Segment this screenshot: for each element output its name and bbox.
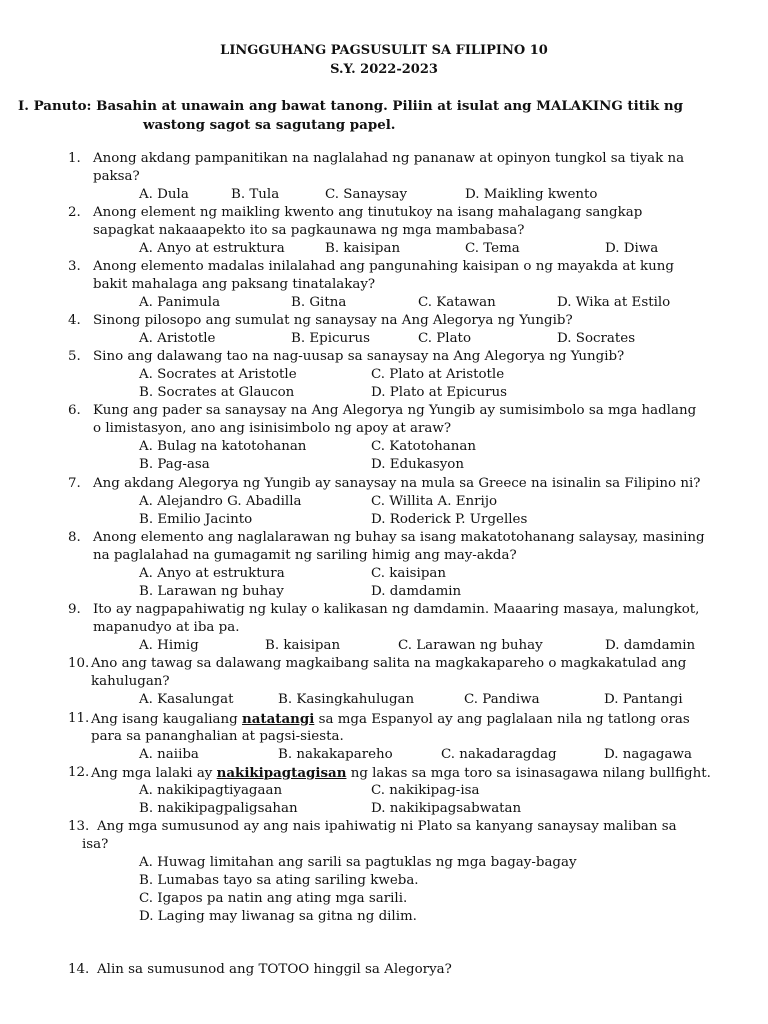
option-b: B. Epicurus: [291, 331, 371, 346]
option-d: D. Edukasyon: [371, 457, 464, 472]
question-number: 2.: [68, 205, 81, 220]
option-c: C. kaisipan: [371, 566, 446, 581]
option-a: A. Huwag limitahan ang sarili sa pagtuklas ng mga bagay-bagay: [139, 855, 577, 870]
question-text: Sinong pilosopo ang sumulat ng sanaysay na Ang Alegorya ng Yungib?: [93, 313, 573, 328]
option-d: D. Maikling kwento: [465, 187, 598, 202]
option-a: A. Himig: [139, 638, 199, 653]
option-a: A. Bulag na katotohanan: [139, 439, 307, 454]
instructions-line-2: wastong sagot sa sagutang papel.: [143, 117, 396, 133]
option-a: A. naiiba: [139, 747, 199, 762]
question-text: Anong elemento madalas inilalahad ang pangunahing kaisipan o ng mayakda at kung: [93, 259, 674, 274]
question-text: Anong element ng maikling kwento ang tinutukoy na isang mahalagang sangkap: [93, 205, 643, 220]
option-d: D. nagagawa: [604, 747, 692, 762]
option-c: C. Plato at Aristotle: [371, 367, 505, 382]
option-c: C. Katawan: [418, 295, 496, 310]
option-d: D. nakikipagsabwatan: [371, 801, 522, 816]
option-b: B. Tula: [231, 187, 280, 202]
option-d: D. Pantangi: [604, 692, 683, 707]
option-c: C. nakikipag-isa: [371, 783, 480, 798]
option-d: D. Diwa: [605, 241, 659, 256]
option-d: D. damdamin: [605, 638, 696, 653]
question-text: Ito ay nagpapahiwatig ng kulay o kalikasan ng damdamin. Maaaring masaya, malungkot,: [93, 602, 700, 617]
underlined-word: natatangi: [242, 711, 315, 727]
question-number: 5.: [68, 349, 81, 364]
question-text: mapanudyo at iba pa.: [93, 620, 240, 635]
question-number: 4.: [68, 313, 81, 328]
question-number: 9.: [68, 602, 81, 617]
option-a: A. Socrates at Aristotle: [139, 367, 297, 382]
exam-title: LINGGUHANG PAGSUSULIT SA FILIPINO 10: [220, 43, 548, 58]
underlined-word: nakikipagtagisan: [216, 765, 347, 781]
option-c: C. Sanaysay: [325, 187, 408, 202]
question-text: paksa?: [93, 169, 140, 184]
option-d: D. Laging may liwanag sa gitna ng dilim.: [139, 909, 417, 924]
question-number: 10.: [68, 656, 90, 671]
option-a: A. Panimula: [139, 295, 221, 310]
option-c: C. Katotohanan: [371, 439, 476, 454]
option-a: A. Kasalungat: [139, 692, 234, 707]
option-a: A. Aristotle: [139, 331, 216, 346]
question-text: kahulugan?: [91, 674, 170, 689]
option-c: C. Willita A. Enrijo: [371, 494, 498, 509]
option-d: D. Wika at Estilo: [557, 295, 671, 310]
option-b: B. nakikipagpaligsahan: [139, 801, 298, 816]
option-a: A. Anyo at estruktura: [139, 566, 285, 581]
question-number: 1.: [68, 151, 81, 166]
option-b: B. Pag-asa: [139, 457, 210, 472]
question-text: sapagkat nakaaapekto ito sa pagkaunawa ng mga mambabasa?: [93, 223, 525, 238]
question-text: Anong elemento ang naglalarawan ng buhay sa isang makatotohanang salaysay, masining: [93, 530, 705, 545]
question-text: Ano ang tawag sa dalawang magkaibang salita na magkakapareho o magkakatulad ang: [91, 656, 687, 671]
option-d: D. Roderick P. Urgelles: [371, 512, 528, 527]
option-a: A. Alejandro G. Abadilla: [139, 494, 302, 509]
question-text: isa?: [82, 837, 109, 852]
question-number: 3.: [68, 259, 81, 274]
option-c: C. Plato: [418, 331, 471, 346]
question-text: Sino ang dalawang tao na nag-uusap sa sanaysay na Ang Alegorya ng Yungib?: [93, 349, 625, 364]
option-b: B. Socrates at Glaucon: [139, 385, 295, 400]
option-b: B. Emilio Jacinto: [139, 512, 253, 527]
option-b: B. kaisipan: [325, 241, 401, 256]
question-text: na paglalahad na gumagamit ng sariling himig ang may-akda?: [93, 548, 517, 563]
question-text: Anong akdang pampanitikan na naglalahad ng pananaw at opinyon tungkol sa tiyak na: [93, 151, 685, 166]
question-text: bakit mahalaga ang paksang tinatalakay?: [93, 277, 376, 292]
option-c: C. Pandiwa: [464, 692, 540, 707]
instructions: [18, 97, 738, 135]
question-text: Alin sa sumusunod ang TOTOO hinggil sa Alegorya?: [97, 962, 452, 977]
school-year: S.Y. 2022-2023: [330, 62, 438, 77]
option-b: B. Gitna: [291, 295, 347, 310]
option-a: A. nakikipagtiyagaan: [139, 783, 283, 798]
option-b: B. Lumabas tayo sa ating sariling kweba.: [139, 873, 419, 888]
question-number: 12.: [68, 765, 90, 780]
option-c: C. Larawan ng buhay: [398, 638, 543, 653]
option-d: D. Plato at Epicurus: [371, 385, 508, 400]
question-text: Ang isang kaugaliang natatangi sa mga Espanyol ay ang paglalaan nila ng tatlong oras: [91, 711, 690, 727]
question-text: Ang mga lalaki ay nakikipagtagisan ng lakas sa mga toro sa isinasagawa nilang bullfight.: [91, 765, 711, 781]
question-number: 8.: [68, 530, 81, 545]
option-c: C. nakadaragdag: [441, 747, 557, 762]
question-number: 7.: [68, 476, 81, 491]
option-c: C. Igapos pa natin ang ating mga sarili.: [139, 891, 408, 906]
question-text: o limistasyon, ano ang isinisimbolo ng apoy at araw?: [93, 421, 452, 436]
option-c: C. Tema: [465, 241, 520, 256]
option-b: B. Larawan ng buhay: [139, 584, 284, 599]
question-number: 11.: [68, 711, 90, 726]
option-a: A. Anyo at estruktura: [139, 241, 285, 256]
question-number: 13.: [68, 819, 90, 834]
option-b: B. Kasingkahulugan: [278, 692, 415, 707]
option-b: B. nakakapareho: [278, 747, 393, 762]
option-d: D. damdamin: [371, 584, 462, 599]
question-text: Ang akdang Alegorya ng Yungib ay sanaysay na mula sa Greece na isinalin sa Filipino ni?: [93, 476, 701, 491]
instructions-line-1: I. Panuto: Basahin at unawain ang bawat tanong. Piliin at isulat ang MALAKING titik ng: [18, 98, 684, 114]
question-text: para sa pananghalian at pagsi-siesta.: [91, 729, 344, 744]
question-number: 14.: [68, 962, 90, 977]
question-number: 6.: [68, 403, 81, 418]
option-a: A. Dula: [139, 187, 189, 202]
option-b: B. kaisipan: [265, 638, 341, 653]
question-text: Kung ang pader sa sanaysay na Ang Alegorya ng Yungib ay sumisimbolo sa mga hadlang: [93, 403, 697, 418]
question-text: Ang mga sumusunod ay ang nais ipahiwatig ni Plato sa kanyang sanaysay maliban sa: [97, 819, 677, 834]
option-d: D. Socrates: [557, 331, 636, 346]
